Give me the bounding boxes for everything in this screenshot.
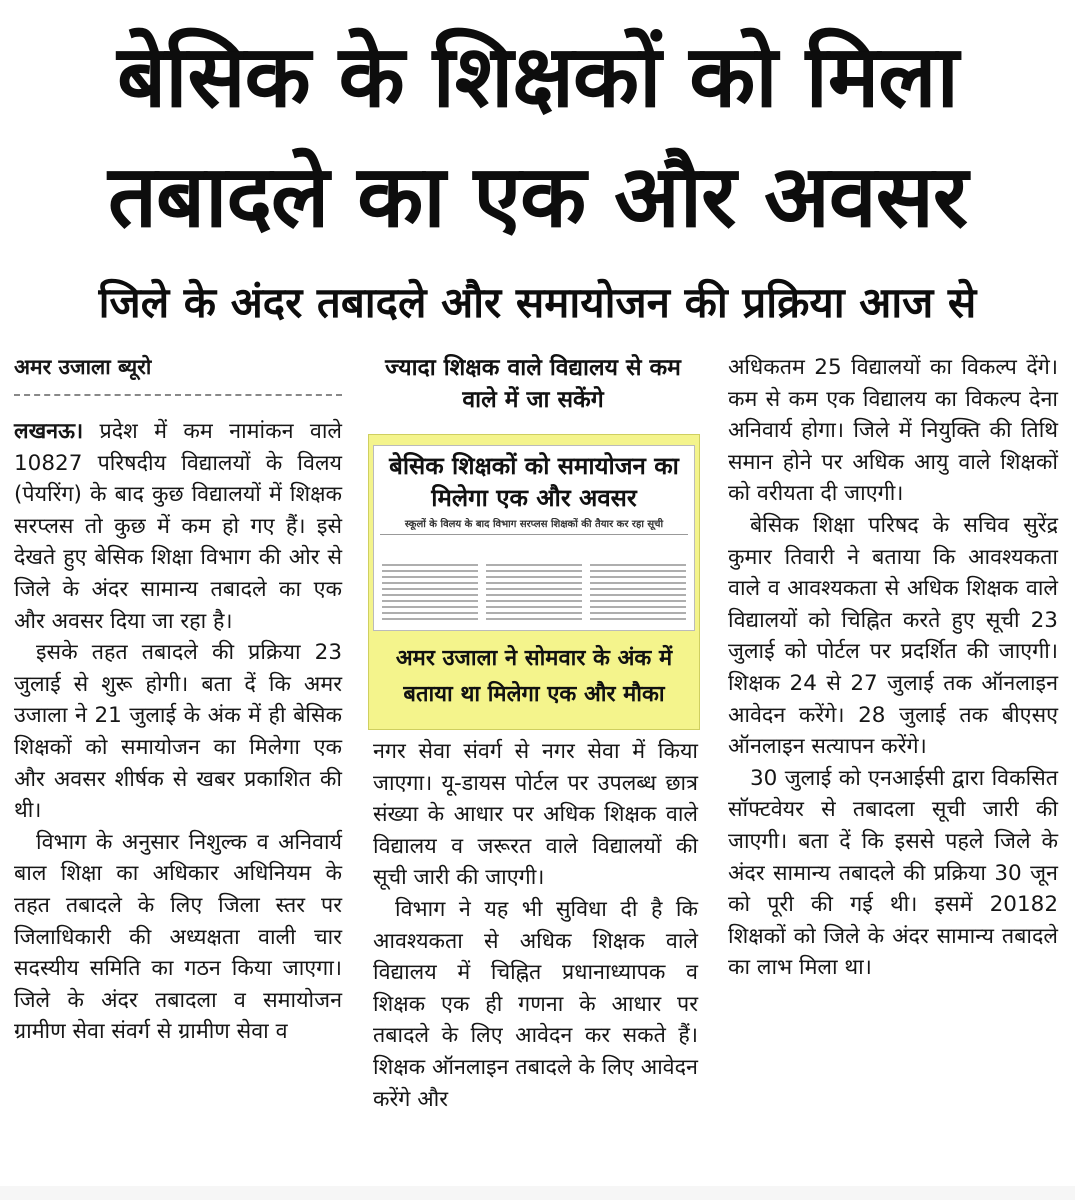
clipping-image xyxy=(373,445,695,631)
paragraph xyxy=(14,416,342,637)
paragraph: अधिकतम 25 विद्यालयों का विकल्प देंगे। कम से कम एक विद्यालय का विकल्प देना अनिवार्य होगा। जिले में नियुक्ति की तिथि समान होने पर अधिक आयु वाले शिक्षकों को वरीयता दी जाएगी। xyxy=(728,355,1058,507)
paragraph: 30 जुलाई को एनआईसी द्वारा विकसित सॉफ्टवेयर से तबादला सूची जारी की जाएगी। बता दें कि इससे पहले जिले के अंदर सामान्य तबादले की प्रक्रिया 30 जून को पूरी की गई थी। इसमें 20182 शिक्षकों को जिले के अंदर सामान्य तबादले का लाभ मिला था। xyxy=(728,765,1058,981)
clipping-text-columns xyxy=(382,564,686,622)
newspaper-clipping xyxy=(368,434,700,730)
dateline: लखनऊ। xyxy=(14,419,84,444)
page-bottom-edge xyxy=(0,1186,1075,1200)
clipping-headline: बेसिक शिक्षकों को समायोजन का मिलेगा एक और अवसर xyxy=(389,452,679,512)
clipping-text-column xyxy=(486,564,582,622)
paragraph: विभाग के अनुसार निशुल्क व अनिवार्य बाल शिक्षा का अधिकार अधिनियम के तहत तबादले के लिए जिला स्तर पर जिलाधिकारी की अध्यक्षता वाली चार सदस्यीय समिति का गठन किया जाएगा। जिले के अंदर तबादला व समायोजन ग्रामीण सेवा संवर्ग से ग्रामीण सेवा व xyxy=(14,829,342,1045)
clipping-caption: अमर उजाला ने सोमवार के अंक में बताया था मिलेगा एक और मौका xyxy=(395,646,673,707)
byline: अमर उजाला ब्यूरो xyxy=(14,352,342,396)
paragraph: नगर सेवा संवर्ग से नगर सेवा में किया जाएगा। यू-डायस पोर्टल पर उपलब्ध छात्र संख्या के आधार पर अधिक शिक्षक वाले विद्यालय व जरूरत वाले विद्यालयों की सूची जारी की जाएगी। xyxy=(373,739,698,891)
article-column-2 xyxy=(373,736,698,1115)
paragraph: विभाग ने यह भी सुविधा दी है कि आवश्यकता से अधिक शिक्षक वाले विद्यालय में चिह्नित प्रधानाध्यापक व शिक्षक एक ही गणना के आधार पर तबादले के लिए आवेदन कर सकते हैं। शिक्षक ऑनलाइन तबादले के लिए आवेदन करेंगे और xyxy=(373,896,698,1112)
headline-line-1: बेसिक के शिक्षकों को मिला xyxy=(117,27,958,127)
article-column-3 xyxy=(728,352,1058,984)
clipping-text-column xyxy=(382,564,478,622)
clipping-strapline: स्कूलों के विलय के बाद विभाग सरप्लस शिक्षकों की तैयार कर रहा सूची xyxy=(380,518,688,535)
paragraph: बेसिक शिक्षा परिषद के सचिव सुरेंद्र कुमार तिवारी ने बताया कि आवश्यकता वाले व आवश्यकता से अधिक शिक्षक वाले विद्यालयों को चिह्नित करते हुए सूची 23 जुलाई को पोर्टल पर प्रदर्शित की जाएगी। शिक्षक 24 से 27 जुलाई तक ऑनलाइन आवेदन करेंगे। 28 जुलाई तक बीएसए ऑनलाइन सत्यापन करेंगे। xyxy=(728,512,1058,760)
clipping-text-column xyxy=(590,564,686,622)
subheadline: जिले के अंदर तबादले और समायोजन की प्रक्रिया आज से xyxy=(98,278,977,327)
article-column-1 xyxy=(14,352,342,1048)
paragraph: इसके तहत तबादले की प्रक्रिया 23 जुलाई से शुरू होगी। बता दें कि अमर उजाला ने 21 जुलाई के अंक में ही बेसिक शिक्षकों को समायोजन का मिलेगा एक और अवसर शीर्षक से खबर प्रकाशित की थी। xyxy=(14,640,342,824)
box-title: ज्यादा शिक्षक वाले विद्यालय से कम वाले में जा सकेंगे xyxy=(385,355,681,413)
headline-line-2: तबादले का एक और अवसर xyxy=(107,147,968,247)
paragraph-text: प्रदेश में कम नामांकन वाले 10827 परिषदीय विद्यालयों के विलय (पेयरिंग) के बाद कुछ विद्यालयों में शिक्षक सरप्लस तो कुछ में कम हो गए हैं। इसे देखते हुए बेसिक शिक्षा विभाग की ओर से जिले के अंदर सामान्य तबादले का एक और अवसर दिया जा रहा है। xyxy=(14,419,342,634)
